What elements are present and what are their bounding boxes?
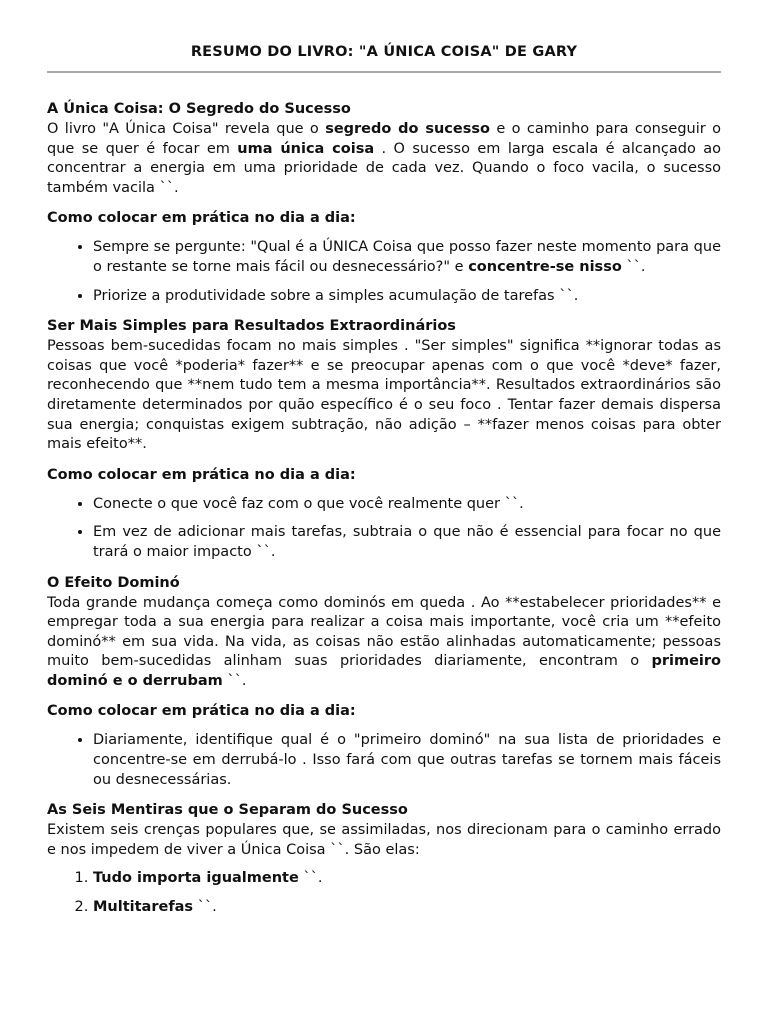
bold-text: Tudo importa igualmente bbox=[93, 870, 299, 887]
bold-text: Multitarefas bbox=[93, 899, 194, 916]
bold-text: concentre-se nisso bbox=[468, 258, 622, 275]
numbered-list bbox=[47, 869, 721, 917]
list-item bbox=[93, 898, 721, 918]
text-run: ``. bbox=[621, 258, 646, 275]
text-run: ``. bbox=[193, 899, 217, 916]
list-item: • Diariamente, identifique qual é o "primeiro dominó" na sua lista de prioridades e concentre-se em derrubá-lo . Isso fará com que outras tarefas se tornem mais fáceis ou desnecessárias. bbox=[93, 731, 721, 790]
section-heading-seis-mentiras: As Seis Mentiras que o Separam do Sucesso bbox=[47, 802, 408, 819]
document-title: RESUMO DO LIVRO: "A ÚNICA COISA" DE GARY bbox=[190, 44, 578, 60]
section-heading-ser-simples: Ser Mais Simples para Resultados Extraordinários bbox=[47, 318, 456, 335]
bold-text: uma única coisa bbox=[237, 140, 375, 157]
bullet-list bbox=[47, 238, 721, 306]
section-heading-efeito-domino: O Efeito Dominó bbox=[47, 574, 180, 591]
section-paragraph bbox=[47, 120, 721, 198]
list-item: • Conecte o que você faz com o que você realmente quer ``. bbox=[93, 495, 721, 515]
text-run: O livro "A Única Coisa" revela que o bbox=[47, 121, 326, 137]
bold-text: segredo do sucesso bbox=[325, 121, 490, 137]
document-page bbox=[47, 0, 721, 918]
practice-heading: Como colocar em prática no dia a dia: bbox=[47, 466, 356, 483]
list-item bbox=[93, 238, 721, 277]
section-paragraph bbox=[47, 594, 721, 692]
text-run: Sempre se pergunte: "Qual é a ÚNICA Coisa que posso fazer neste momento para que o restante se torne mais fácil ou desnecessário?" e bbox=[93, 239, 721, 275]
list-item bbox=[93, 869, 721, 889]
title-divider bbox=[47, 71, 721, 73]
text-run: ``. bbox=[298, 870, 323, 887]
practice-heading: Como colocar em prática no dia a dia: bbox=[47, 210, 356, 227]
bold-text: primeiro dominó e o derrubam bbox=[47, 653, 721, 689]
text-run: Toda grande mudança começa como dominós em queda . Ao **estabelecer prioridades** e empregar toda a sua energia para realizar a coisa mais importante, você cria um **efeito dominó** em sua vida. Na vida, as coisas não estão alinhadas automaticamente; pessoas muito bem-sucedidas alinham suas prioridades diariamente, encontram o bbox=[47, 594, 721, 670]
bullet-list bbox=[47, 731, 721, 790]
list-item: • Priorize a produtividade sobre a simples acumulação de tarefas ``. bbox=[93, 287, 721, 307]
section-paragraph: Pessoas bem-sucedidas focam no mais simples . "Ser simples" significa **ignorar todas as coisas que você *poderia* fazer** e se preocupar apenas com o que você *deve* fazer, reconhecendo que **nem tudo tem a mesma importância**. Resultados extraordinários são diretamente determinados por quão específico é o seu foco . Tentar fazer demais dispersa sua energia; conquistas exigem subtração, não adição – **fazer menos coisas para obter mais efeito**. bbox=[47, 338, 721, 453]
list-item: • Em vez de adicionar mais tarefas, subtraia o que não é essencial para focar no que trará o maior impacto ``. bbox=[93, 523, 721, 562]
section-heading-unica-coisa: A Única Coisa: O Segredo do Sucesso bbox=[47, 101, 351, 117]
text-run: . O sucesso em larga escala é alcançado ao concentrar a energia em uma prioridade de cada vez. Quando o foco vacila, o sucesso também vacila ``. bbox=[47, 140, 721, 196]
practice-heading: Como colocar em prática no dia a dia: bbox=[47, 703, 356, 720]
text-run: ``. bbox=[222, 672, 247, 689]
text-run: e o caminho para conseguir o que se quer é focar em bbox=[47, 121, 721, 157]
section-paragraph: Existem seis crenças populares que, se assimiladas, nos direcionam para o caminho errado e nos impedem de viver a Única Coisa ``. São elas: bbox=[47, 822, 721, 858]
bullet-list bbox=[47, 495, 721, 563]
